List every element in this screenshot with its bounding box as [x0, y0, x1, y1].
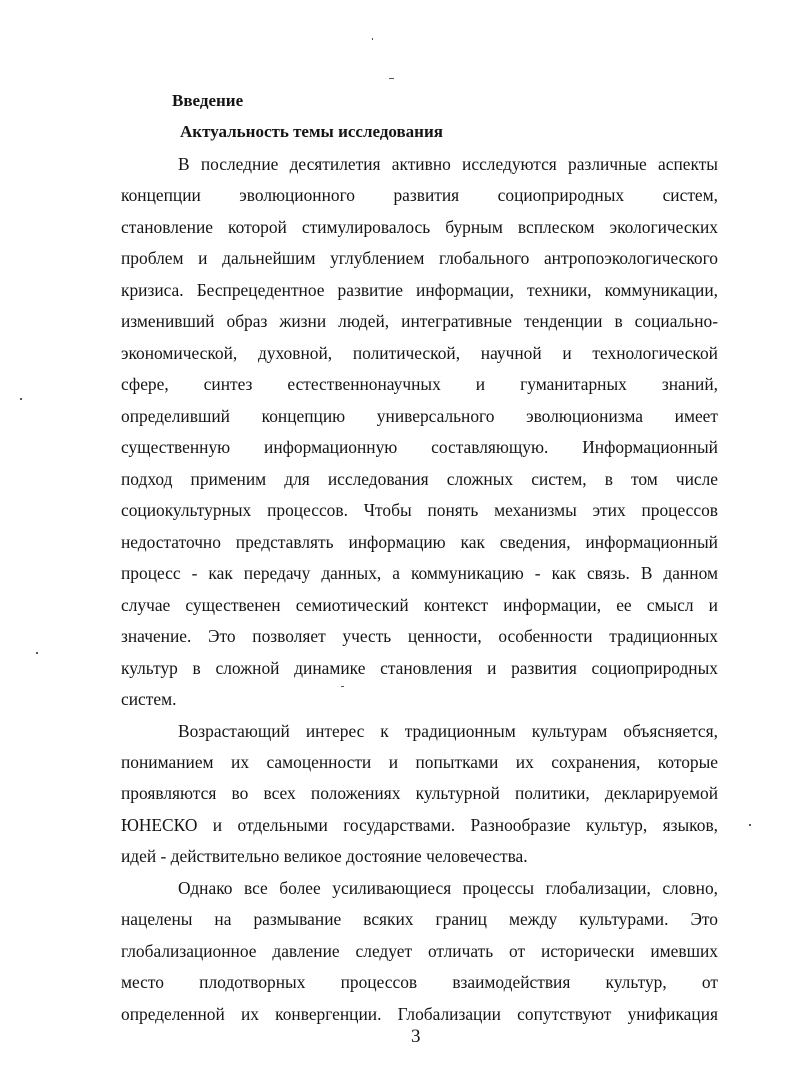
- text-line: процесс - как передачу данных, а коммуникацию - как связь. В данном: [121, 563, 718, 583]
- text-line: В последние десятилетия активно исследуются различные аспекты: [178, 154, 718, 174]
- text-line: случае существенен семиотический контекст информации, ее смысл и: [121, 595, 718, 615]
- text-line: существенную информационную составляющую. Информационный: [121, 437, 718, 457]
- text-line: сфере, синтез естественнонаучных и гуманитарных знаний,: [121, 374, 718, 394]
- text-line: становление которой стимулировалось бурным всплеском экологических: [121, 217, 718, 237]
- text-line: проявляются во всех положениях культурной политики, декларируемой: [121, 783, 718, 803]
- text-line: определивший концепцию универсального эволюционизма имеет: [121, 406, 718, 426]
- scan-speck: [372, 38, 373, 40]
- text-line: нацелены на размывание всяких границ между культурами. Это: [121, 909, 718, 929]
- text-line: концепции эволюционного развития социоприродных систем,: [121, 185, 718, 205]
- text-line: кризиса. Беспрецедентное развитие информации, техники, коммуникации,: [121, 280, 718, 300]
- text-line: культур в сложной динамике становления и развития социоприродных: [121, 658, 718, 678]
- section-subheading: Актуальность темы исследования: [180, 122, 443, 141]
- scan-speck: [20, 398, 22, 400]
- text-line: подход применим для исследования сложных систем, в том числе: [121, 469, 718, 489]
- text-line: идей - действительно великое достояние человечества.: [121, 846, 528, 866]
- text-line: Однако все более усиливающиеся процессы глобализации, словно,: [178, 878, 718, 898]
- text-line: социокультурных процессов. Чтобы понять механизмы этих процессов: [121, 500, 718, 520]
- text-line: ЮНЕСКО и отдельными государствами. Разнообразие культур, языков,: [121, 815, 718, 835]
- scan-speck: [341, 686, 344, 687]
- text-line: значение. Это позволяет учесть ценности, особенности традиционных: [121, 626, 718, 646]
- text-line: Возрастающий интерес к традиционным культурам объясняется,: [178, 721, 718, 741]
- text-line: систем.: [121, 689, 177, 709]
- text-line: место плодотворных процессов взаимодействия культур, от: [121, 972, 718, 992]
- text-line: пониманием их самоценности и попытками их сохранения, которые: [121, 752, 718, 772]
- scan-speck: [749, 824, 751, 826]
- text-line: экономической, духовной, политической, научной и технологической: [121, 343, 718, 363]
- text-line: глобализационное давление следует отличать от исторически имевших: [121, 941, 718, 961]
- section-heading: Введение: [172, 91, 244, 110]
- page-number: 3: [411, 1026, 421, 1047]
- text-line: проблем и дальнейшим углублением глобального антропоэкологического: [121, 248, 718, 268]
- text-line: определенной их конвергенции. Глобализации сопутствуют унификация: [121, 1004, 718, 1024]
- scan-speck: [389, 78, 394, 79]
- text-line: недостаточно представлять информацию как сведения, информационный: [121, 532, 718, 552]
- text-line: изменивший образ жизни людей, интегративные тенденции в социально-: [121, 311, 718, 331]
- scan-speck: [36, 652, 38, 654]
